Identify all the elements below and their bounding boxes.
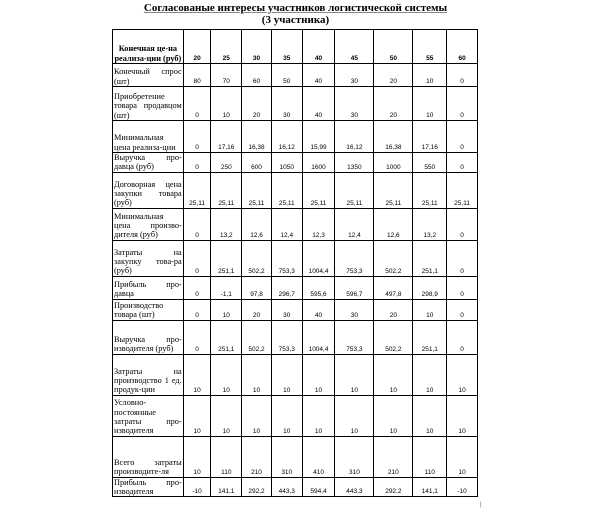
value-cell: 251,1: [413, 240, 447, 276]
value-cell: 25,11: [335, 172, 374, 208]
value-cell: 97,8: [242, 276, 272, 299]
value-cell: 310: [271, 436, 302, 477]
value-cell: 30: [335, 64, 374, 87]
value-cell: 16,12: [335, 121, 374, 153]
value-cell: 10: [183, 354, 211, 395]
value-cell: 0: [447, 87, 478, 121]
value-cell: 502,2: [242, 240, 272, 276]
value-cell: 0: [447, 299, 478, 320]
value-cell: 40: [302, 64, 335, 87]
value-cell: 296,7: [271, 276, 302, 299]
value-cell: 50: [271, 64, 302, 87]
table-row: [113, 276, 478, 299]
value-cell: 753,3: [335, 240, 374, 276]
value-cell: 10: [374, 354, 413, 395]
value-cell: 10: [447, 436, 478, 477]
value-cell: 10: [242, 354, 272, 395]
value-cell: 0: [183, 87, 211, 121]
table-row: [113, 64, 478, 87]
row-label-cell: Затраты на производство 1 ед. продук-ции: [113, 354, 184, 395]
value-cell: 0: [447, 64, 478, 87]
row-label-cell: Минимальная цена реализа-ции: [113, 121, 184, 153]
price-header-cell: 50: [374, 30, 413, 64]
value-cell: 1000: [374, 153, 413, 173]
value-cell: 25,11: [447, 172, 478, 208]
table-row: [113, 320, 478, 354]
value-cell: 0: [447, 121, 478, 153]
value-cell: 10: [374, 395, 413, 436]
row-label-cell: Минимальная цена произво-дителя (руб): [113, 208, 184, 240]
value-cell: -10: [183, 477, 211, 497]
price-header-cell: 25: [211, 30, 242, 64]
value-cell: 0: [183, 153, 211, 173]
value-cell: 20: [374, 87, 413, 121]
row-label-cell: Выручка про-давца (руб): [114, 153, 182, 172]
price-header-cell: 35: [271, 30, 302, 64]
value-cell: 443,3: [271, 477, 302, 497]
price-header-cell: 30: [242, 30, 272, 64]
value-cell: 30: [335, 87, 374, 121]
value-cell: 17,16: [413, 121, 447, 153]
value-cell: 13,2: [211, 208, 242, 240]
value-cell: 141,1: [211, 477, 242, 497]
value-cell: 25,11: [413, 172, 447, 208]
value-cell: 497,8: [374, 276, 413, 299]
value-cell: 17,16: [211, 121, 242, 153]
value-cell: 251,1: [413, 320, 447, 354]
value-cell: 10: [211, 395, 242, 436]
value-cell: 10: [413, 299, 447, 320]
value-cell: 13,2: [413, 208, 447, 240]
table-header-row: [113, 30, 478, 64]
value-cell: 20: [374, 299, 413, 320]
table-row: [113, 395, 478, 436]
value-cell: 12,3: [302, 208, 335, 240]
value-cell: 25,11: [183, 172, 211, 208]
value-cell: 40: [302, 299, 335, 320]
table-row: [113, 436, 478, 477]
value-cell: 25,11: [271, 172, 302, 208]
value-cell: 25,11: [374, 172, 413, 208]
table-row: [113, 87, 478, 121]
value-cell: 10: [447, 395, 478, 436]
value-cell: 30: [271, 87, 302, 121]
document-title: Согласованые интересы участников логистической системы: [143, 2, 448, 14]
value-cell: 596,7: [335, 276, 374, 299]
value-cell: 292,2: [242, 477, 272, 497]
value-cell: 410: [302, 436, 335, 477]
price-header-cell: 40: [302, 30, 335, 64]
table-row: [113, 240, 478, 276]
value-cell: 10: [271, 395, 302, 436]
value-cell: 10: [413, 395, 447, 436]
value-cell: 0: [447, 276, 478, 299]
value-cell: 251,1: [211, 240, 242, 276]
value-cell: 1350: [335, 153, 374, 173]
value-cell: 1600: [302, 153, 335, 173]
value-cell: 80: [183, 64, 211, 87]
row-label-cell: Производство товара (шт): [113, 299, 184, 320]
value-cell: 250: [211, 153, 242, 173]
value-cell: -1,1: [211, 276, 242, 299]
row-label-cell: Условно-постоянные затраты про-изводителя: [113, 395, 184, 436]
value-cell: 10: [271, 354, 302, 395]
price-header-cell: 55: [413, 30, 447, 64]
value-cell: 753,3: [271, 320, 302, 354]
row-label-cell: Договорная цена закупки товара (руб): [113, 172, 184, 208]
value-cell: 141,1: [413, 477, 447, 497]
value-cell: 595,6: [302, 276, 335, 299]
value-cell: 0: [183, 299, 211, 320]
value-cell: 60: [242, 64, 272, 87]
row-label-cell: Прибыль про-давца: [113, 276, 184, 299]
value-cell: 0: [183, 208, 211, 240]
value-cell: 30: [335, 299, 374, 320]
value-cell: 110: [211, 436, 242, 477]
value-cell: 10: [335, 354, 374, 395]
value-cell: 10: [183, 436, 211, 477]
value-cell: 210: [242, 436, 272, 477]
value-cell: 12,4: [271, 208, 302, 240]
table-row: [113, 172, 478, 208]
value-cell: 1050: [271, 153, 302, 173]
value-cell: 10: [211, 87, 242, 121]
value-cell: 25,11: [302, 172, 335, 208]
value-cell: 251,1: [211, 320, 242, 354]
value-cell: 753,3: [335, 320, 374, 354]
value-cell: 753,3: [271, 240, 302, 276]
value-cell: 12,4: [335, 208, 374, 240]
value-cell: 16,38: [242, 121, 272, 153]
table-row: [113, 208, 478, 240]
value-cell: 16,12: [271, 121, 302, 153]
price-header-cell: 60: [447, 30, 478, 64]
value-cell: 0: [447, 320, 478, 354]
value-cell: 16,38: [374, 121, 413, 153]
row-label-cell: Приобретение товара продавцом (шт): [113, 87, 184, 121]
header-label-cell: Конечная це-на реализа-ции (руб): [113, 30, 184, 64]
value-cell: 10: [302, 395, 335, 436]
row-label-cell: Конечный спрос (шт): [113, 64, 184, 87]
value-cell: 10: [183, 395, 211, 436]
value-cell: 600: [242, 153, 272, 173]
value-cell: 12,6: [374, 208, 413, 240]
value-cell: 443,3: [335, 477, 374, 497]
value-cell: 70: [211, 64, 242, 87]
document-subtitle: (3 участника): [261, 14, 330, 26]
price-header-cell: 20: [183, 30, 211, 64]
row-label-cell: Прибыль про-изводителя: [114, 477, 182, 496]
table-row: [113, 153, 478, 173]
value-cell: 0: [447, 208, 478, 240]
value-cell: 10: [413, 87, 447, 121]
table-row: [113, 477, 478, 497]
value-cell: 502,2: [374, 320, 413, 354]
value-cell: -10: [447, 477, 478, 497]
value-cell: 20: [374, 64, 413, 87]
value-cell: 25,11: [242, 172, 272, 208]
value-cell: 594,4: [302, 477, 335, 497]
value-cell: 25,11: [211, 172, 242, 208]
value-cell: 292,2: [374, 477, 413, 497]
table-row: [113, 121, 478, 153]
corner-mark: |: [480, 502, 482, 508]
value-cell: 10: [302, 354, 335, 395]
value-cell: 1004,4: [302, 320, 335, 354]
value-cell: 40: [302, 87, 335, 121]
value-cell: 10: [211, 354, 242, 395]
value-cell: 298,9: [413, 276, 447, 299]
row-label-cell: Затраты на закупку това-ра (руб): [113, 240, 184, 276]
value-cell: 550: [413, 153, 447, 173]
table-row: [113, 354, 478, 395]
value-cell: 10: [413, 354, 447, 395]
row-label-cell: Выручка про-изводителя (руб): [113, 320, 184, 354]
value-cell: 10: [242, 395, 272, 436]
value-cell: 15,99: [302, 121, 335, 153]
value-cell: 210: [374, 436, 413, 477]
value-cell: 12,6: [242, 208, 272, 240]
logistics-table: [112, 29, 478, 497]
value-cell: 0: [447, 153, 478, 173]
value-cell: 0: [183, 121, 211, 153]
value-cell: 10: [335, 395, 374, 436]
table-row: [113, 299, 478, 320]
value-cell: 502,2: [374, 240, 413, 276]
value-cell: 10: [447, 354, 478, 395]
price-header-cell: 45: [335, 30, 374, 64]
value-cell: 0: [183, 320, 211, 354]
value-cell: 0: [183, 240, 211, 276]
value-cell: 30: [271, 299, 302, 320]
value-cell: 310: [335, 436, 374, 477]
value-cell: 10: [413, 64, 447, 87]
value-cell: 1004,4: [302, 240, 335, 276]
value-cell: 502,2: [242, 320, 272, 354]
value-cell: 110: [413, 436, 447, 477]
row-label-cell: Всего затраты производите-ля: [113, 436, 184, 477]
value-cell: 20: [242, 299, 272, 320]
value-cell: 0: [183, 276, 211, 299]
value-cell: 20: [242, 87, 272, 121]
value-cell: 10: [211, 299, 242, 320]
value-cell: 0: [447, 240, 478, 276]
